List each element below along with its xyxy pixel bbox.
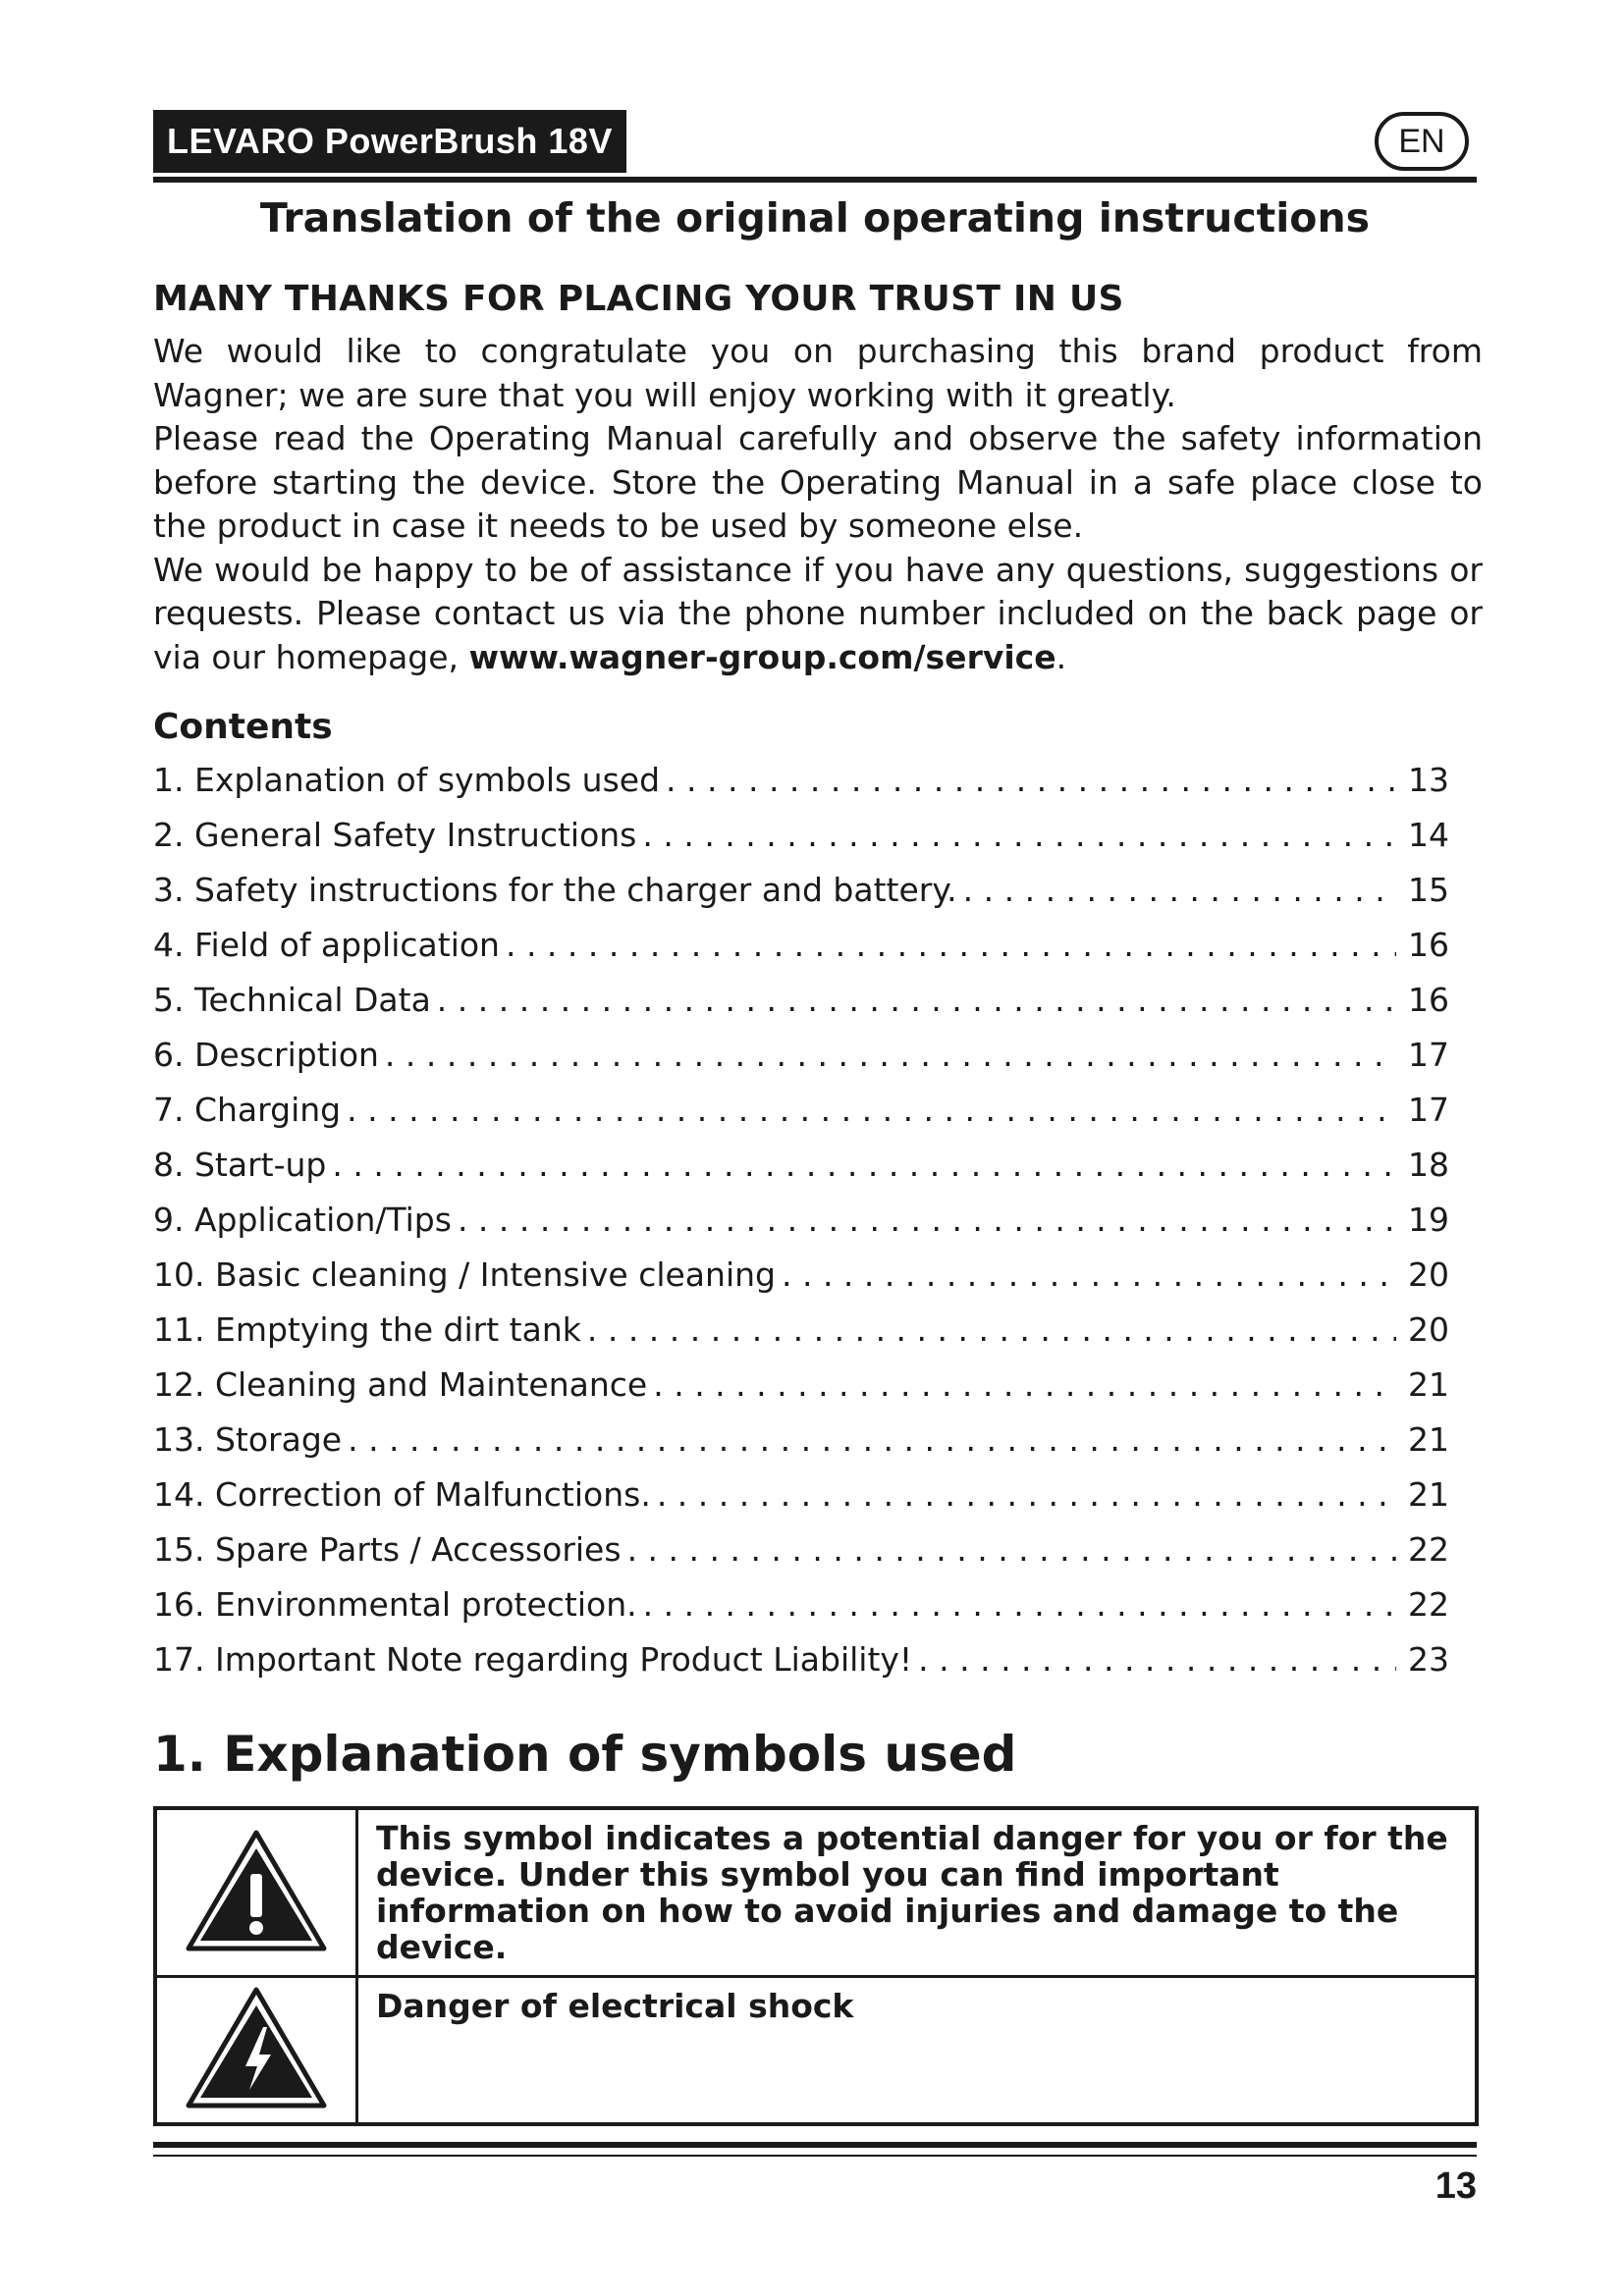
symbol-description: This symbol indicates a potential danger for you or for the device. Under this symbol you can find important information on how to avoid injuries and damage to the device. — [357, 1808, 1478, 1977]
intro-text — [153, 330, 1483, 679]
toc-page: 20 — [1408, 1310, 1449, 1349]
toc-label: 3. Safety instructions for the charger and battery. — [153, 871, 957, 909]
section-heading: 1. Explanation of symbols used — [153, 1726, 1017, 1783]
toc-item[interactable] — [153, 1146, 1449, 1201]
toc-item[interactable] — [153, 1475, 1449, 1530]
toc-item[interactable] — [153, 1036, 1449, 1091]
toc-item[interactable] — [153, 1420, 1449, 1475]
intro-paragraph-1: We would like to congratulate you on purchasing this brand product from Wagner; we are sure that you will enjoy working with it greatly. — [153, 332, 1483, 414]
toc-page: 16 — [1408, 926, 1449, 964]
toc-label: 13. Storage — [153, 1420, 343, 1459]
toc-page: 16 — [1408, 981, 1449, 1019]
toc-leader — [642, 816, 1396, 854]
language-badge: EN — [1375, 112, 1469, 171]
footer-rule — [153, 2142, 1477, 2148]
toc-label: 11. Emptying the dirt tank — [153, 1310, 581, 1349]
thanks-heading: MANY THANKS FOR PLACING YOUR TRUST IN US — [153, 279, 1124, 319]
toc-page: 15 — [1408, 871, 1449, 909]
product-title: LEVARO PowerBrush 18V — [153, 110, 626, 173]
symbol-icon-cell — [155, 1977, 357, 2124]
toc-item[interactable] — [153, 1585, 1449, 1640]
toc-leader — [385, 1036, 1396, 1074]
toc-leader — [348, 1420, 1396, 1459]
toc-label: 9. Application/Tips — [153, 1201, 452, 1239]
document-subtitle: Translation of the original operating instructions — [259, 194, 1371, 241]
toc-item[interactable] — [153, 1640, 1449, 1695]
toc-item[interactable] — [153, 1091, 1449, 1146]
table-of-contents — [153, 761, 1449, 1695]
toc-leader — [963, 871, 1396, 909]
toc-page: 21 — [1408, 1420, 1449, 1459]
footer-rule-thin — [153, 2155, 1477, 2157]
toc-item[interactable] — [153, 1255, 1449, 1310]
toc-leader — [918, 1640, 1396, 1679]
toc-page: 14 — [1408, 816, 1449, 854]
toc-item[interactable] — [153, 1530, 1449, 1585]
intro-paragraph-3 — [153, 549, 1483, 680]
warning-exclamation-icon — [183, 1827, 330, 1954]
symbol-description: Danger of electrical shock — [357, 1977, 1478, 2124]
toc-item[interactable] — [153, 761, 1449, 816]
toc-item[interactable] — [153, 1201, 1449, 1255]
toc-page: 13 — [1408, 761, 1449, 799]
toc-page: 21 — [1408, 1475, 1449, 1514]
symbol-table — [153, 1806, 1479, 2126]
toc-label: 14. Correction of Malfunctions. — [153, 1475, 651, 1514]
header-bar — [153, 110, 1477, 179]
toc-label: 2. General Safety Instructions — [153, 816, 637, 854]
toc-label: 4. Field of application — [153, 926, 500, 964]
intro-paragraph-2: Please read the Operating Manual carefully and observe the safety information before starting the device. Store the Operating Manual in a safe place close to the product in case it needs to be used by someone else. — [153, 419, 1483, 545]
toc-label: 16. Environmental protection. — [153, 1585, 637, 1624]
toc-item[interactable] — [153, 981, 1449, 1036]
header-rule — [153, 177, 1477, 183]
electric-shock-icon — [183, 1984, 330, 2111]
toc-leader — [657, 1475, 1396, 1514]
toc-label: 8. Start-up — [153, 1146, 327, 1184]
toc-leader — [458, 1201, 1396, 1239]
toc-item[interactable] — [153, 926, 1449, 981]
intro-paragraph-3-text: We would be happy to be of assistance if you have any questions, suggestions or requests. Please contact us via the phone number included on the back page or via our homepage, — [153, 550, 1483, 676]
toc-page: 22 — [1408, 1585, 1449, 1624]
toc-leader — [332, 1146, 1396, 1184]
toc-leader — [627, 1530, 1396, 1569]
toc-page: 20 — [1408, 1255, 1449, 1294]
link-suffix: . — [1056, 637, 1067, 676]
toc-page: 22 — [1408, 1530, 1449, 1569]
toc-item[interactable] — [153, 1365, 1449, 1420]
toc-page: 17 — [1408, 1036, 1449, 1074]
service-link[interactable]: www.wagner-group.com/service — [468, 637, 1056, 676]
toc-page: 23 — [1408, 1640, 1449, 1679]
toc-label: 6. Description — [153, 1036, 379, 1074]
toc-label: 5. Technical Data — [153, 981, 431, 1019]
toc-page: 21 — [1408, 1365, 1449, 1404]
toc-leader — [347, 1091, 1396, 1129]
contents-heading: Contents — [153, 707, 333, 747]
toc-label: 15. Spare Parts / Accessories — [153, 1530, 622, 1569]
toc-leader — [653, 1365, 1396, 1404]
symbol-row — [155, 1977, 1477, 2124]
toc-item[interactable] — [153, 871, 1449, 926]
symbol-row — [155, 1808, 1477, 1977]
toc-leader — [666, 761, 1396, 799]
symbol-icon-cell — [155, 1808, 357, 1977]
toc-page: 17 — [1408, 1091, 1449, 1129]
toc-leader — [587, 1310, 1396, 1349]
toc-item[interactable] — [153, 1310, 1449, 1365]
toc-label: 17. Important Note regarding Product Liability! — [153, 1640, 913, 1679]
page-number: 13 — [1435, 2165, 1477, 2207]
toc-leader — [506, 926, 1396, 964]
toc-label: 10. Basic cleaning / Intensive cleaning — [153, 1255, 776, 1294]
toc-leader — [782, 1255, 1396, 1294]
toc-label: 1. Explanation of symbols used — [153, 761, 661, 799]
toc-label: 12. Cleaning and Maintenance — [153, 1365, 648, 1404]
toc-page: 19 — [1408, 1201, 1449, 1239]
toc-item[interactable] — [153, 816, 1449, 871]
toc-leader — [437, 981, 1396, 1019]
toc-page: 18 — [1408, 1146, 1449, 1184]
toc-label: 7. Charging — [153, 1091, 342, 1129]
toc-leader — [643, 1585, 1396, 1624]
